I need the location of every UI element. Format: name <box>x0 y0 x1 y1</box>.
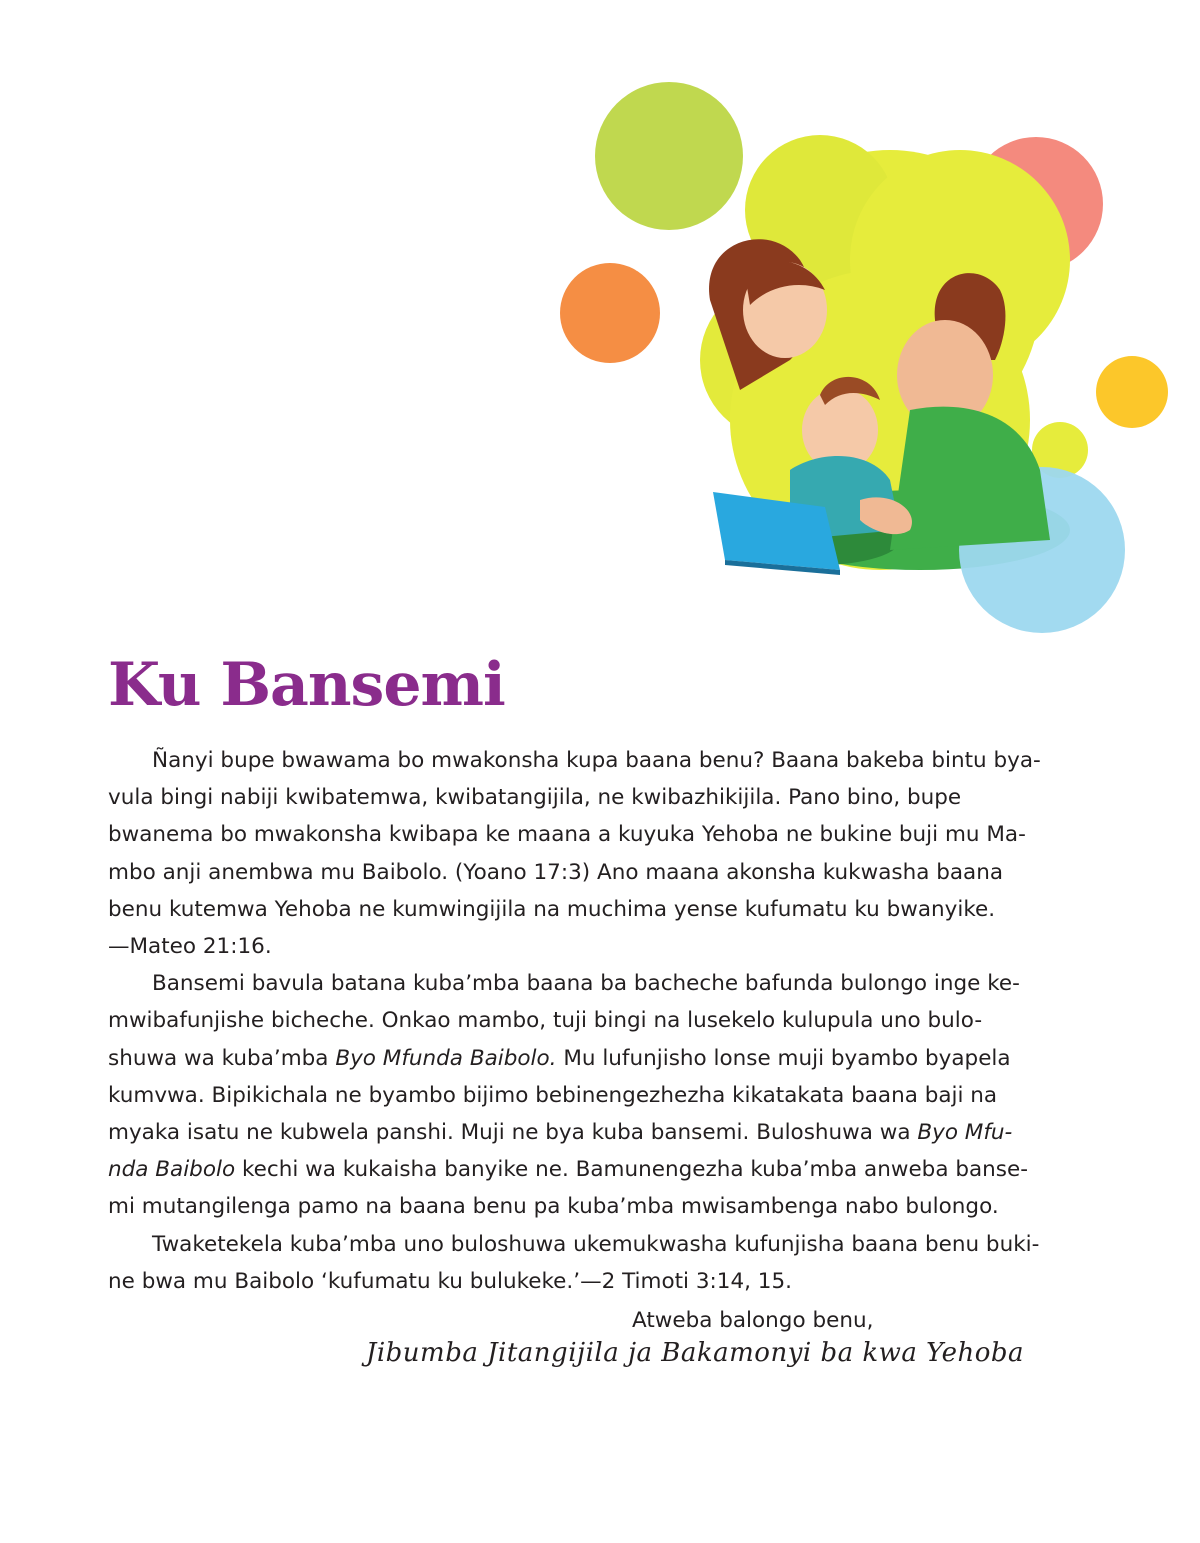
text-line: vula bingi nabiji kwibatemwa, kwibatangijila, ne kwibazhikijila. Pano bino, bupe <box>108 785 962 811</box>
text-line <box>108 1114 1028 1151</box>
orange-circle <box>560 263 660 363</box>
paragraph-1 <box>108 742 1041 965</box>
text-line: —Mateo 21:16. <box>108 934 272 960</box>
text-segment: Mu lufunjisho lonse muji byambo byapela <box>556 1045 1011 1071</box>
article-body <box>108 742 1041 1300</box>
signature: Jibumba Jitangijila ja Bakamonyi ba kwa Yehoba <box>365 1338 1024 1368</box>
text-line: benu kutemwa Yehoba ne kumwingijila na muchima yense kufumatu ku bwanyike. <box>108 896 996 922</box>
text-line <box>108 1151 1028 1188</box>
paragraph-2 <box>108 965 1028 1225</box>
family-illustration <box>540 60 1180 640</box>
text-segment: kechi wa kukaisha banyike ne. Bamunengezha kuba’mba anweba banse- <box>235 1157 1028 1183</box>
book-title: Byo Mfu- <box>917 1120 1013 1146</box>
text-line: Bansemi bavula batana kuba’mba baana ba bacheche bafunda bulongo inge ke- <box>152 971 1020 997</box>
page-title: Ku Bansemi <box>108 650 505 720</box>
book-title: Byo Mfunda Baibolo. <box>335 1045 557 1071</box>
green-circle <box>595 82 743 230</box>
text-line: mbo anji anembwa mu Baibolo. (Yoano 17:3) Ano maana akonsha kukwasha baana <box>108 859 1004 885</box>
text-line: ne bwa mu Baibolo ‘kufumatu ku bulukeke.’—2 Timoti 3:14, 15. <box>108 1268 793 1294</box>
text-line: Ñanyi bupe bwawama bo mwakonsha kupa baana benu? Baana bakeba bintu bya- <box>152 748 1041 773</box>
text-line: kumvwa. Bipikichala ne byambo bijimo bebinengezhezha kikatakata baana baji na <box>108 1082 998 1108</box>
text-line: mwibafunjishe bicheche. Onkao mambo, tuji bingi na lusekelo kulupula uno bulo- <box>108 1008 983 1034</box>
closing-line: Atweba balongo benu, <box>632 1308 874 1333</box>
text-line: bwanema bo mwakonsha kwibapa ke maana a kuyuka Yehoba ne bukine buji mu Ma- <box>108 822 1026 848</box>
text-segment: myaka isatu ne kubwela panshi. Muji ne bya kuba bansemi. Buloshuwa wa <box>108 1120 918 1146</box>
yellow-circle <box>1096 356 1168 428</box>
text-line <box>108 1040 1028 1077</box>
text-line: mi mutangilenga pamo na baana benu pa kuba’mba mwisambenga nabo bulongo. <box>108 1194 999 1220</box>
paragraph-3 <box>108 1226 1040 1300</box>
text-segment: shuwa wa kuba’mba <box>108 1045 336 1071</box>
text-line: Twaketekela kuba’mba uno buloshuwa ukemukwasha kufunjisha baana benu buki- <box>152 1231 1040 1257</box>
book-title: nda Baibolo <box>108 1157 236 1183</box>
